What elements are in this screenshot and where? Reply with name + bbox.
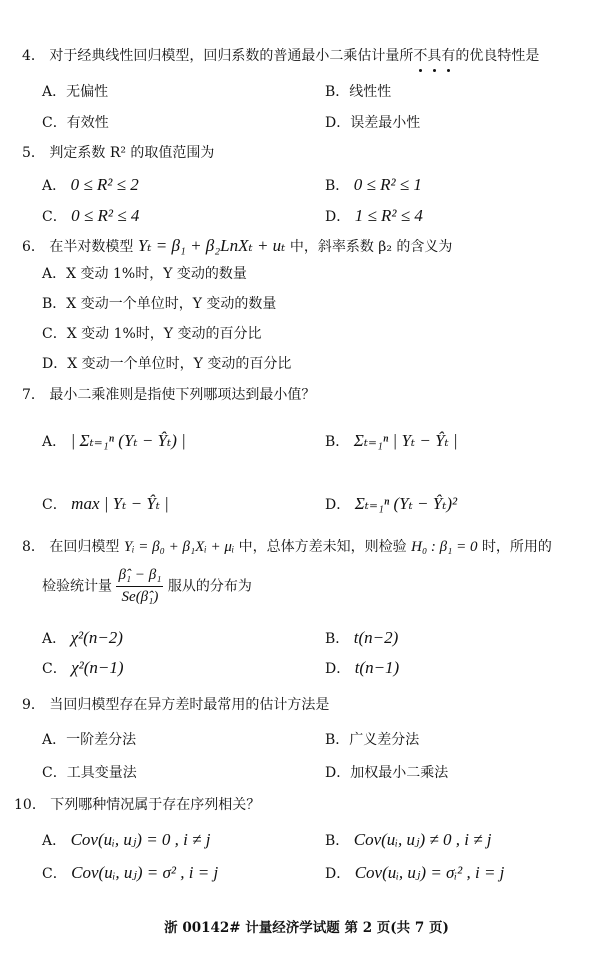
question-number: 8． — [22, 539, 45, 555]
page-footer: 浙 00142# 计量经济学试题 第 2 页(共 7 页) — [164, 920, 449, 936]
question-text: 判定系数 R² 的取值范围为 — [49, 145, 215, 161]
option-b: B． t(n−2) — [325, 628, 399, 647]
question-7-stem — [22, 387, 315, 405]
model-formula: Yᵢ = β₀ + β₁Xᵢ + μᵢ — [123, 539, 235, 555]
question-number: 10． — [14, 797, 46, 813]
option-d: D．误差最小性 — [325, 115, 421, 131]
fraction-denominator: Se(β̂₁) — [121, 588, 159, 605]
question-8-stem-line-2 — [42, 566, 252, 607]
option-a: A． Cov(uᵢ, uⱼ) = 0 , i ≠ j — [42, 830, 211, 849]
question-text: 当回归模型存在异方差时最常用的估计方法是 — [49, 697, 330, 713]
question-text: 的优良特性是 — [455, 48, 540, 64]
option-d: D． Σₜ₌₁ⁿ (Yₜ − Ŷₜ)² — [325, 494, 458, 513]
question-4-stem — [22, 48, 539, 66]
option-c: C． max | Yₜ − Ŷₜ | — [42, 494, 169, 513]
emphasis-dot — [419, 69, 422, 72]
option-d: D． Cov(uᵢ, uⱼ) = σᵢ² , i = j — [325, 863, 505, 882]
question-text: 下列哪种情况属于存在序列相关？ — [50, 797, 261, 813]
question-9-stem — [22, 697, 329, 715]
test-statistic-fraction — [116, 566, 163, 607]
model-formula: Yₜ = β₁ + β₂LnXₜ + uₜ — [137, 236, 286, 255]
question-5-stem — [22, 145, 214, 163]
option-a: A．X 变动 1%时，Y 变动的数量 — [42, 266, 247, 282]
emphasis-dot — [433, 69, 436, 72]
option-c: C．有效性 — [42, 115, 109, 131]
option-b: B． Σₜ₌₁ⁿ | Yₜ − Ŷₜ | — [325, 431, 458, 450]
option-d: D． 1 ≤ R² ≤ 4 — [325, 206, 423, 225]
question-text: 在回归模型 — [49, 539, 120, 555]
question-text: 中，总体方差未知，则检验 — [238, 539, 407, 555]
option-c: C． Cov(uᵢ, uⱼ) = σ² , i = j — [42, 863, 219, 882]
option-d: D． t(n−1) — [325, 658, 400, 677]
option-b: B．X 变动一个单位时，Y 变动的数量 — [42, 296, 277, 312]
question-number: 9． — [22, 697, 45, 713]
option-b: B． Cov(uᵢ, uⱼ) ≠ 0 , i ≠ j — [325, 830, 492, 849]
option-b: B． 0 ≤ R² ≤ 1 — [325, 175, 422, 194]
option-d: D．X 变动一个单位时，Y 变动的百分比 — [42, 356, 292, 372]
option-b: B．线性性 — [325, 84, 392, 100]
option-a: A． 0 ≤ R² ≤ 2 — [42, 175, 139, 194]
option-a: A．一阶差分法 — [42, 732, 137, 748]
option-a: A．无偏性 — [42, 84, 109, 100]
option-c: C．工具变量法 — [42, 765, 137, 781]
question-6-stem — [22, 235, 452, 257]
option-d: D．加权最小二乘法 — [325, 765, 449, 781]
hypothesis-formula: H₀ : β₁ = 0 — [411, 539, 478, 555]
option-a: A． | Σₜ₌₁ⁿ (Yₜ − Ŷₜ) | — [42, 431, 186, 450]
question-text: 中，斜率系数 β₂ 的含义为 — [289, 239, 453, 255]
option-c: C． χ²(n−1) — [42, 658, 124, 677]
option-b: B．广义差分法 — [325, 732, 420, 748]
option-c: C． 0 ≤ R² ≤ 4 — [42, 206, 140, 225]
question-text: 检验统计量 — [42, 578, 112, 595]
question-number: 4． — [22, 48, 45, 64]
fraction-numerator: β̂₁ − β₁ — [116, 566, 163, 587]
question-10-stem — [14, 797, 260, 815]
emphasis-dot — [447, 69, 450, 72]
question-number: 6． — [22, 239, 45, 255]
question-number: 5． — [22, 145, 45, 161]
question-text: 时，所用的 — [481, 539, 552, 555]
emphasized-text: 不具有 — [413, 48, 455, 66]
option-a: A． χ²(n−2) — [42, 628, 123, 647]
question-text: 服从的分布为 — [167, 578, 252, 595]
question-text: 对于经典线性回归模型，回归系数的普通最小二乘估计量所 — [49, 48, 414, 64]
question-number: 7． — [22, 387, 45, 403]
question-text: 最小二乘准则是指使下列哪项达到最小值？ — [49, 387, 316, 403]
option-c: C．X 变动 1%时，Y 变动的百分比 — [42, 326, 262, 342]
question-text: 在半对数模型 — [49, 239, 134, 255]
question-8-stem — [22, 538, 552, 557]
